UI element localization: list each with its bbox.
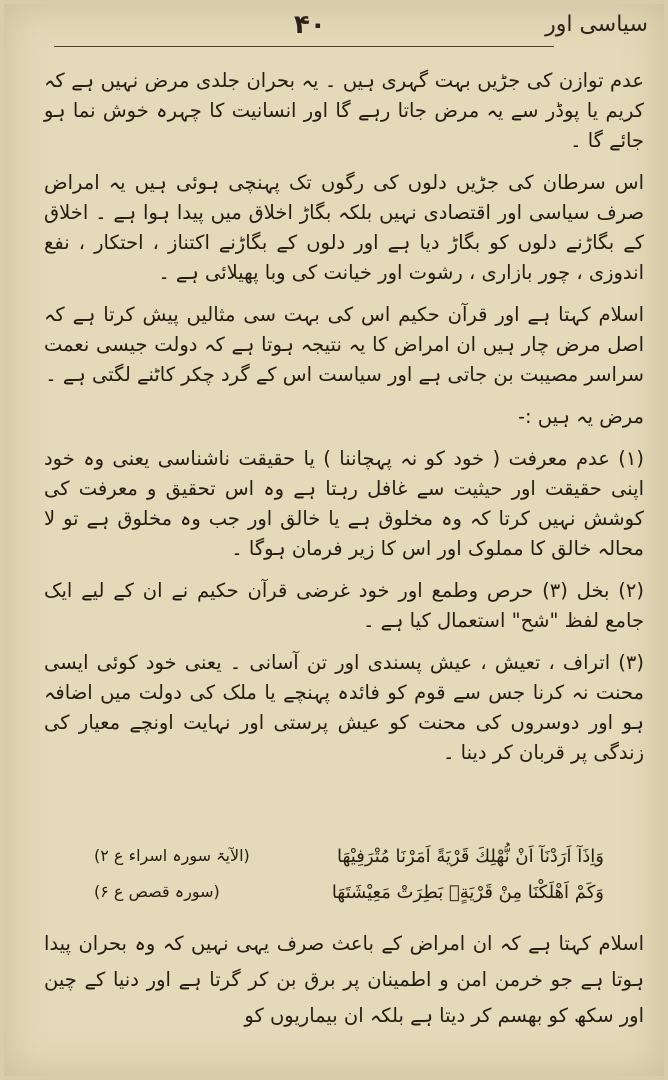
paragraph: (۲) بخل (۳) حرص وطمع اور خود غرضی قرآن حکیم نے ان کے لیے ایک جامع لفظ "شح" استعمال کیا ہے ۔ [44,579,644,632]
paragraph: (۱) عدم معرفت ( خود کو نہ پہچاننا ) یا حقیقت ناشناسی یعنی وہ خود اپنی حقیقت اور حیثیت سے غافل رہتا ہے وہ اس تحقیق و معرفت کی کوشش نہیں کرتا کہ وہ مخلوق ہے یا خالق اور جب وہ مخلوق ہے تو لا محالہ خالق کا مملوک اور اس کا زیر فرمان ہوگا ۔ [44,447,644,560]
paragraph: اس سرطان کی جڑیں دلوں کی رگوں تک پہنچی ہوئی ہیں یہ امراض صرف سیاسی اور اقتصادی نہیں بلکہ بگاڑ اخلاق میں پیدا ہوا ہے ۔ اخلاق کے بگاڑنے دلوں کو بگاڑ دیا ہے اور دلوں کے بگاڑنے اکتناز ، احتکار ، نفع اندوزی ، چور بازاری ، رشوت اور خیانت کی وبا پھیلائی ہے ۔ [44,171,644,284]
verse-reference: (الآیۃ سورہ اسراء ع ۲) [94,846,250,865]
verse-text: وَاِذَآ اَرَدْنَآ اَنْ نُّهْلِكَ قَرْيَةً اَمَرْنَا مُتْرَفِيْهَا [337,846,604,867]
quran-verse-1 [94,846,604,876]
page-header [4,10,664,50]
paragraph: اسلام کہتا ہے کہ ان امراض کے باعث صرف یہی نہیں کہ وہ بحران پیدا ہوتا ہے جو خرمن امن و اطمینان پر برق بن کر گرتا ہے اور دنیا کے چین اور سکھ کو بھسم کر دیتا ہے بلکہ ان بیماریوں کو [44,932,644,1027]
running-title: سیاسی اور [545,12,648,37]
page-sheet [4,4,664,1076]
verse-reference: (سورہ قصص ع ۶) [94,882,220,901]
page-number: ۴۰ [294,10,326,40]
body-text [44,66,644,780]
paragraph: عدم توازن کی جڑیں بہت گہری ہیں ۔ یہ بحران جلدی مرض نہیں ہے کہ کریم یا پوڈر سے یہ مرض جاتا رہے گا اور انسانیت کا چہرہ خوش نما ہو جائے گا ۔ [44,69,644,152]
paragraph: مرض یہ ہیں :- [518,405,644,428]
paragraph: اسلام کہتا ہے اور قرآن حکیم اس کی بہت سی مثالیں پیش کرتا ہے کہ اصل مرض چار ہیں ان امراض کا یہ نتیجہ ہوتا ہے کہ دولت جیسی نعمت سراسر مصیبت بن جاتی ہے اور سیاست اس کے گرد چکر کاٹنے لگتی ہے ۔ [44,303,644,386]
paragraph: (۳) اتراف ، تعیش ، عیش پسندی اور تن آسانی ۔ یعنی خود کوئی ایسی محنت نہ کرنا جس سے قوم کو فائدہ پہنچے یا ملک کی دولت میں اضافہ ہو اور دوسروں کی محنت کو عیش پرستی اور نہایت اونچے معیار کی زندگی پر قربان کر دینا ۔ [44,651,644,764]
quran-verse-2 [94,882,604,912]
header-rule [54,46,554,47]
verse-text: وَكَمْ اَهْلَكْنَا مِنْ قَرْيَةٍۢ بَطِرَتْ مَعِيْشَتَهَا [331,882,604,903]
closing-text [44,926,644,1034]
